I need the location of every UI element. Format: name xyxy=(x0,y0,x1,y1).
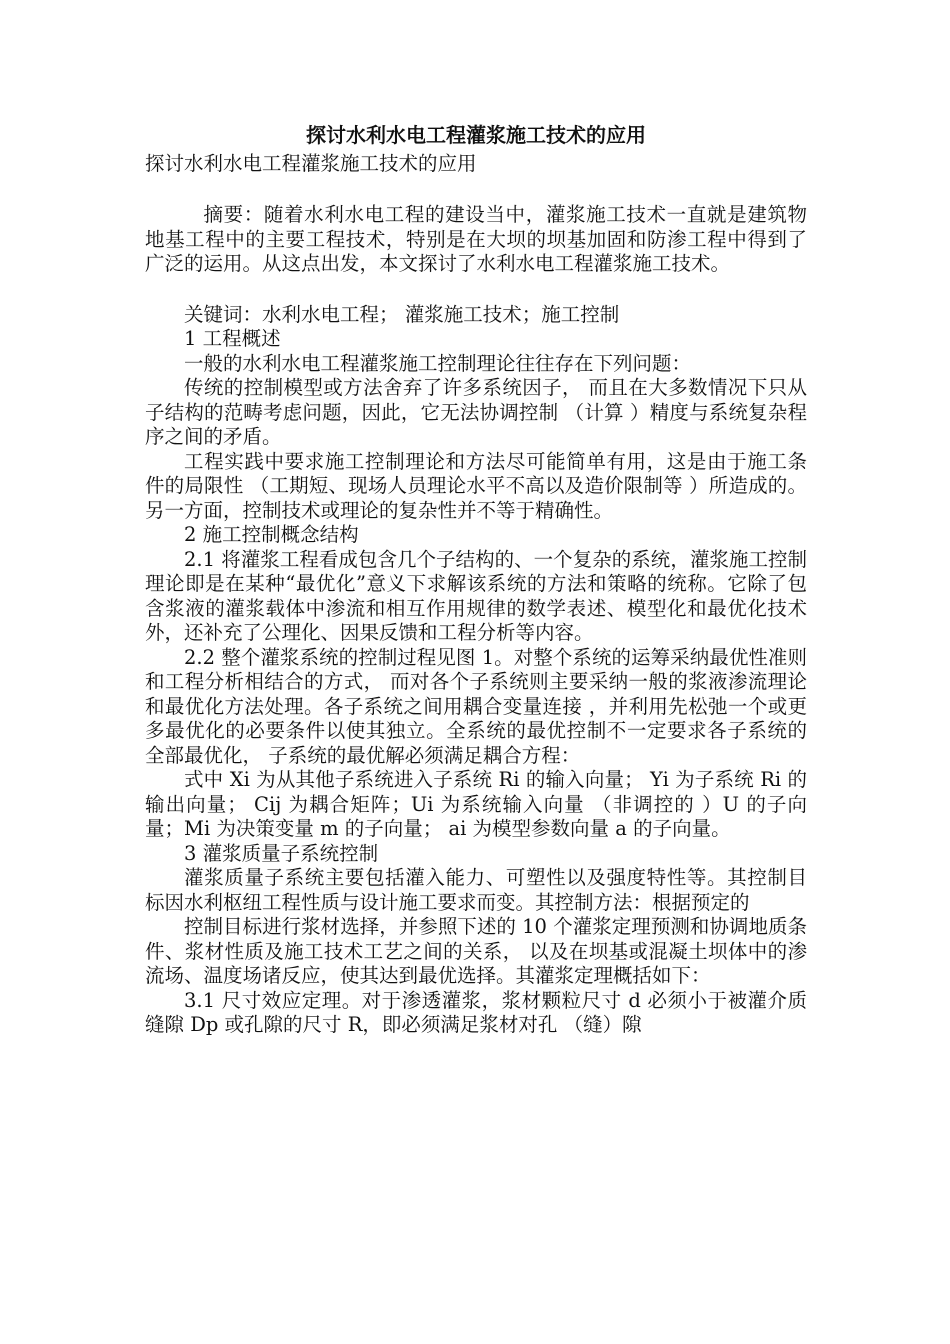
section-heading: 2 施工控制概念结构 xyxy=(184,523,359,546)
abstract-paragraph: 摘要：随着水利水电工程的建设当中，灌浆施工技术一直就是建筑物地基工程中的主要工程技术，特别是在大坝的坝基加固和防渗工程中得到了广泛的运用。从这点出发，本文探讨了水利水电工程灌浆施工技术。 xyxy=(145,203,807,275)
body-paragraph: 传统的控制模型或方法舍弃了许多系统因子， 而且在大多数情况下只从子结构的范畴考虑问题，因此，它无法协调控制 （计算 ）精度与系统复杂程序之间的矛盾。 xyxy=(145,376,807,448)
section-heading: 1 工程概述 xyxy=(184,327,281,350)
body-paragraph: 2.1 将灌浆工程看成包含几个子结构的、一个复杂的系统，灌浆施工控制理论即是在某种“最优化”意义下求解该系统的方法和策略的统称。它除了包含浆液的灌浆载体中渗流和相互作用规律的数学表述、模型化和最优化技术外，还补充了公理化、因果反馈和工程分析等内容。 xyxy=(145,547,807,644)
keywords-line: 关键词：水利水电工程； 灌浆施工技术；施工控制 xyxy=(184,302,620,326)
section-heading: 3 灌浆质量子系统控制 xyxy=(184,841,379,865)
spacer xyxy=(145,177,807,203)
body-paragraph: 2.2 整个灌浆系统的控制过程见图 1。对整个系统的运筹采纳最优性准则和工程分析相结合的方式， 而对各个子系统则主要采纳一般的浆液渗流理论和最优化方法处理。各子系统之间用耦合变量连接 ，并利用先松弛一个或更多最优化的必要条件以使其独立。全系统的最优控制不一定要求各子系统的全部最优化， 子系统的最优解必须满足耦合方程： xyxy=(145,645,807,767)
body-paragraph: 式中 Xi 为从其他子系统进入子系统 Ri 的输入向量； Yi 为子系统 Ri 的输出向量； Cij 为耦合矩阵；Ui 为系统输入向量 （非调控的 ）U 的子向量；Mi 为决策变量 m 的子向量； ai 为模型参数向量 a 的子向量。 xyxy=(145,768,807,840)
body-paragraph: 控制目标进行浆材选择，并参照下述的 10 个灌浆定理预测和协调地质条件、浆材性质及施工技术工艺之间的关系， 以及在坝基或混凝土坝体中的渗流场、温度场诸反应，使其达到最优选择。其灌浆定理概括如下： xyxy=(145,915,807,987)
body-paragraph: 一般的水利水电工程灌浆施工控制理论往往存在下列问题： xyxy=(184,351,692,375)
body-paragraph: 3.1 尺寸效应定理。对于渗透灌浆，浆材颗粒尺寸 d 必须小于被灌介质缝隙 Dp 或孔隙的尺寸 R，即必须满足浆材对孔 （缝）隙 xyxy=(145,988,807,1036)
document-title: 探讨水利水电工程灌浆施工技术的应用 xyxy=(306,123,646,147)
body-paragraph: 灌浆质量子系统主要包括灌入能力、可塑性以及强度特性等。其控制目标因水利枢纽工程性质与设计施工要求而变。其控制方法：根据预定的 xyxy=(145,866,807,914)
document-subtitle: 探讨水利水电工程灌浆施工技术的应用 xyxy=(145,152,477,175)
document-page xyxy=(145,120,807,1038)
spacer xyxy=(145,277,807,303)
body-paragraph: 工程实践中要求施工控制理论和方法尽可能简单有用，这是由于施工条件的局限性 （工期短、现场人员理论水平不高以及造价限制等 ）所造成的。另一方面，控制技术或理论的复杂性并不等于精确性。 xyxy=(145,449,807,522)
